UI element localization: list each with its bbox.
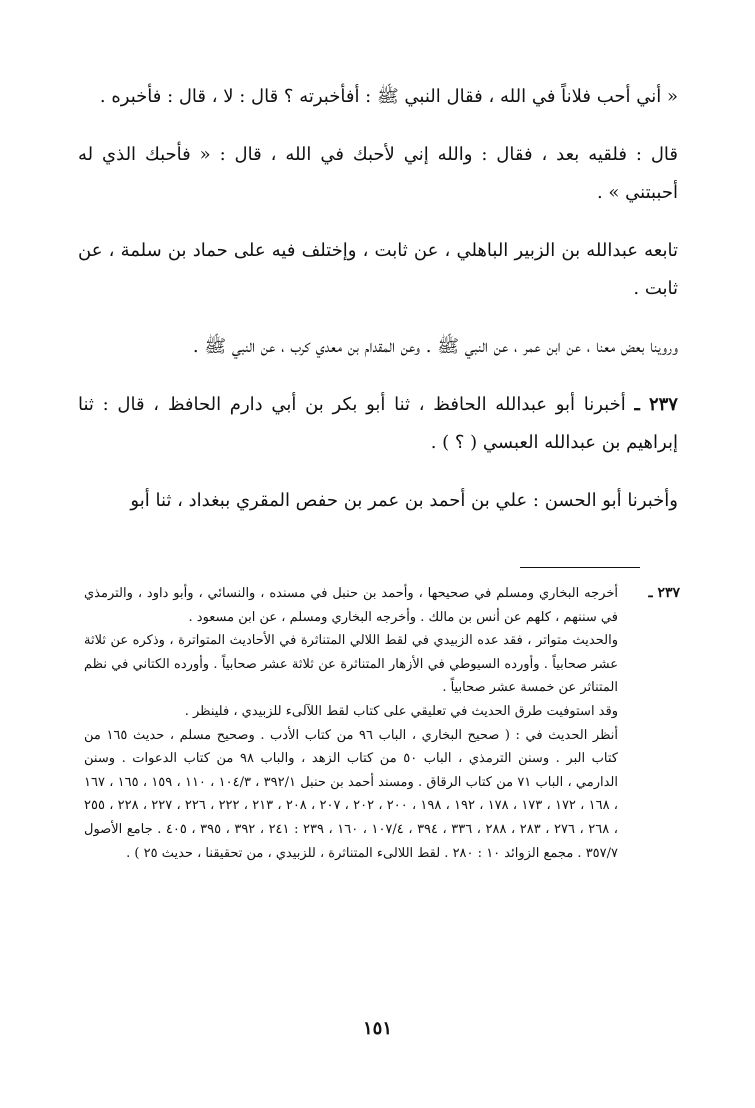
paragraph: قال : فلقيه بعد ، فقال : والله إني لأحبك في الله ، قال : « فأحبك الذي له أحببتني » . [78,144,678,203]
footnote-paragraph: أخرجه البخاري ومسلم في صحيحها ، وأحمد بن حنبل في مسنده ، والنسائي ، وأبو داود ، والترمذي في سننهم ، كلهم عن أنس بن مالك . وأخرجه البخاري ومسلم ، عن ابن مسعود . [84,586,618,625]
footnote-number: ٢٣٧ ـ [648,585,680,601]
paragraph: « أني أحب فلاناً في الله ، فقال النبي ﷺ : أفأخبرته ؟ قال : لا ، قال : فأخبره . [99,86,678,107]
hadith-text: أخبرنا أبو عبدالله الحافظ ، ثنا أبو بكر بن أبي دارم الحافظ ، قال : ثنا إبراهيم بن عبدالله العبسي ( ؟ ) . [78,394,678,453]
paragraph: وروينا بعض معنا ، عن ابن عمر ، عن النبي ﷺ . وعن المقدام بن معدي كرب ، عن النبي ﷺ . [192,336,678,357]
footnote-divider [520,567,640,568]
footnote-paragraph: وقد استوفيت طرق الحديث في تعليقي على كتاب لقط اللآلىء للزبيدي ، فلينظر . [184,703,618,719]
footnote-paragraph: أنظر الحديث في : ( صحيح البخاري ، الباب ٩٦ من كتاب الأدب . وصحيح مسلم ، حديث ١٦٥ من كتاب البر . وسنن الترمذي ، الباب ٥٠ من كتاب الزهد ، والباب ٩٨ من كتاب الدعوات . وسنن الدارمي ، الباب ٧١ من كتاب الرقاق . ومسند أحمد بن حنبل ٣٩٢/١ ، ١٠٤/٣ ، ١١٠ ، ١٥٩ ، ١٦٥ ، ١٦٧ ، ١٦٨ ، ١٧٢ ، ١٧٣ ، ١٧٨ ، ١٩٢ ، ١٩٨ ، ٢٠٠ ، ٢٠٢ ، ٢٠٧ ، ٢٠٨ ، ٢١٣ ، ٢٢٢ ، ٢٢٦ ، ٢٢٧ ، ٢٢٨ ، ٢٥٥ ، ٢٦٨ ، ٢٧٦ ، ٢٨٣ ، ٢٨٨ ، ٣٣٦ ، ٣٩٤ ، ١٠٧/٤ ، ١٦٠ ، ٢٣٩ : ٢٤١ ، ٣٩٢ ، ٣٩٥ ، ٤٠٥ . جامع الأصول ٣٥٧/٧ . مجمع الزوائد ١٠ : ٢٨٠ . لقط اللالىء المتناثرة ، للزبيدي ، من تحقيقنا ، حديث ٢٥ ) . [84,727,619,861]
main-text [78,78,678,520]
footnote [84,582,680,865]
paragraph: وأخبرنا أبو الحسن : علي بن أحمد بن عمر بن حفص المقري ببغداد ، ثنا أبو [130,490,678,511]
page-number: ١٥١ [362,1018,392,1039]
hadith-paragraph [78,386,678,462]
paragraph: تابعه عبدالله بن الزبير الباهلي ، عن ثابت ، وإختلف فيه على حماد بن سلمة ، عن ثابت . [78,240,678,299]
hadith-number: ٢٣٧ ـ [634,394,678,415]
footnote-body [84,582,618,865]
footnote-paragraph: والحديث متواتر ، فقد عده الزبيدي في لقط اللالي المتناثرة في الأحاديث المتواترة ، وذكره عن ثلاثة عشر صحابياً . وأورده السيوطي في الأزهار المتناثرة عن ثلاثة عشر صحابياً . وأورده الكتاني في نظم المتناثر عن خمسة عشر صحابياً . [84,633,618,696]
